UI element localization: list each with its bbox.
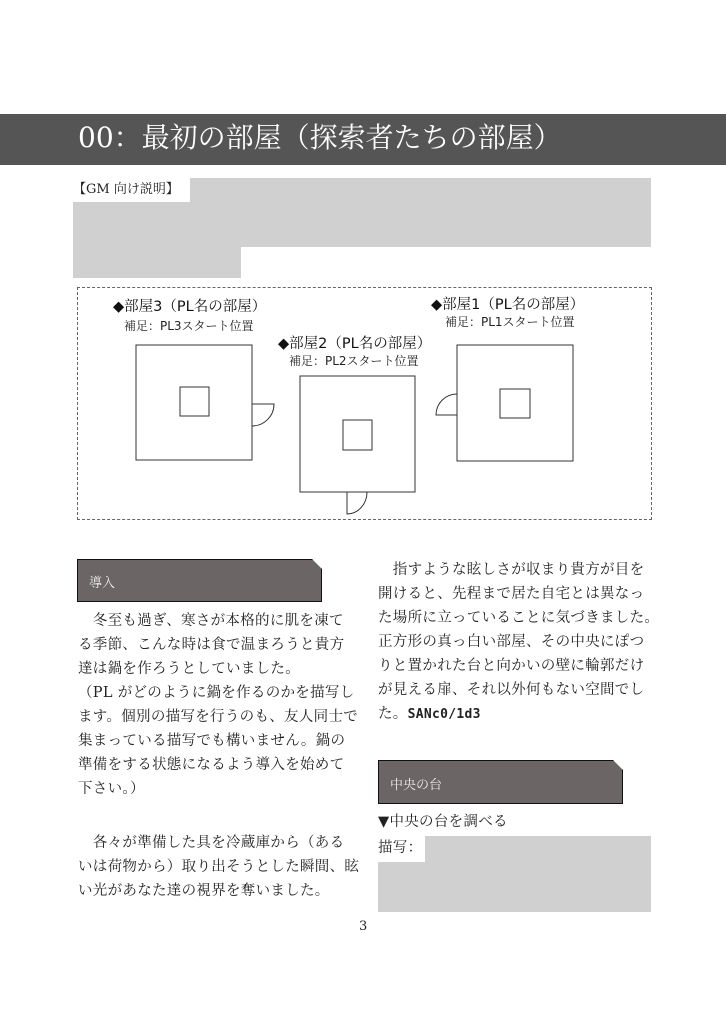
description-label: 描写：: [378, 840, 423, 856]
arrival-text: [378, 558, 659, 727]
room1-table: [500, 389, 530, 418]
text-line: 指すような眩しさが収まり貴方が目を: [378, 562, 645, 578]
text-line: ます。個別の描写を行うのも、友人同士で: [78, 709, 359, 725]
room1-door: [436, 394, 457, 415]
room1-label: ◆部屋1（PL名の部屋）: [431, 297, 585, 313]
text-line: [378, 702, 659, 727]
text-line: 開けると、先程まで居た自宅とは異なっ: [378, 586, 645, 602]
intro-section-title: 導入: [89, 576, 116, 591]
room3-note: 補足：PL3スタート位置: [124, 319, 254, 333]
text-fragment: た。: [378, 706, 408, 722]
room2-door: [347, 492, 367, 514]
text-line: 冬至も過ぎ、寒さが本格的に肌を凍て: [78, 613, 344, 629]
text-line: る季節、こんな時は食で温まろうと貴方: [78, 637, 345, 653]
page-title: 00：最初の部屋（探索者たちの部屋）: [78, 121, 562, 154]
investigate-action: ▼中央の台を調べる: [378, 814, 508, 830]
room3-label: ◆部屋3（PL名の部屋）: [113, 299, 267, 315]
room1-outline: [457, 345, 573, 461]
description-redacted-block: [425, 836, 651, 863]
text-line: が見える扉、それ以外何もない空間でし: [378, 682, 645, 698]
room1-note: 補足：PL1スタート位置: [445, 315, 575, 329]
room2-label: ◆部屋2（PL名の部屋）: [278, 336, 432, 352]
center-table-section-title: 中央の台: [390, 778, 443, 793]
text-line: いは荷物から）取り出そうとした瞬間、眩: [78, 859, 360, 875]
room3-outline: [136, 345, 252, 460]
room3-table: [180, 387, 209, 416]
text-line: 下さい。）: [78, 781, 145, 797]
text-line: た場所に立っていることに気づきました。: [378, 610, 660, 626]
intro-text: [78, 609, 359, 903]
text-line: 集まっている描写でも構いません。鍋の: [78, 733, 346, 749]
text-line: 準備をする状態になるよう導入を始めて: [78, 757, 345, 773]
text-line: 正方形の真っ白い部屋、その中央にぽつ: [378, 634, 645, 650]
page-number: 3: [359, 919, 368, 934]
room2-table: [343, 420, 372, 450]
text-line: 達は鍋を作ろうとしていました。: [78, 661, 300, 677]
text-line: い光があなた達の視界を奪いました。: [78, 883, 330, 899]
description-redacted-block-body: [378, 862, 651, 912]
text-line: りと置かれた台と向かいの壁に輪郭だけ: [378, 658, 645, 674]
text-line: （PL がどのように鍋を作るのかを描写し: [78, 685, 355, 701]
room2-outline: [300, 376, 415, 492]
gm-notes-label: 【GM 向け説明】: [73, 178, 190, 202]
text-line: 各々が準備した具を冷蔵庫から（ある: [78, 835, 345, 851]
room3-door: [252, 404, 274, 426]
room2-note: 補足：PL2スタート位置: [289, 354, 419, 368]
san-check: SANc0/1d3: [407, 707, 481, 722]
